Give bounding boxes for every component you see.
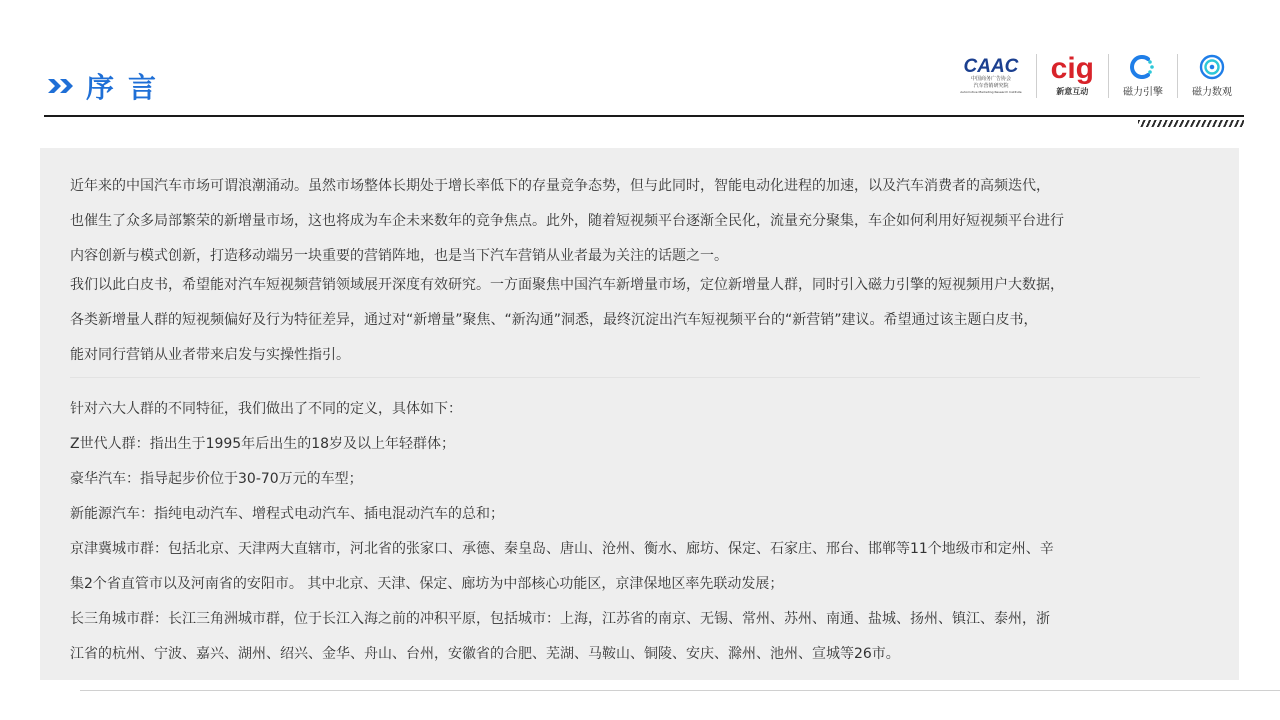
section-divider bbox=[70, 377, 1200, 378]
text-line: 各类新增量人群的短视频偏好及行为特征差异，通过对“新增量”聚焦、“新沟通”洞悉，最终沉淀出汽车短视频平台的“新营销”建议。希望通过该主题白皮书， bbox=[70, 312, 1038, 328]
text-line: 能对同行营销从业者带来启发与实操性指引。 bbox=[70, 347, 350, 363]
intro-paragraph-2 bbox=[70, 268, 1215, 373]
cig-logo-mark: cig bbox=[1050, 52, 1094, 85]
double-chevron-right-icon bbox=[46, 76, 76, 96]
partner-logos bbox=[946, 50, 1246, 102]
definitions-intro: 针对六大人群的不同特征，我们做出了不同的定义，具体如下： bbox=[70, 401, 462, 417]
cili-engine-caption: 磁力引擎 bbox=[1123, 87, 1163, 98]
shuguan-caption: 磁力数观 bbox=[1192, 87, 1232, 98]
content-panel bbox=[40, 148, 1239, 680]
definition-jingjinji-cont: 集2个省直管市以及河南省的安阳市。 其中北京、天津、保定、廊坊为中部核心功能区，京津保地区率先联动发展； bbox=[70, 576, 784, 592]
header-divider bbox=[44, 115, 1244, 117]
definition-jingjinji: 京津冀城市群：包括北京、天津两大直辖市，河北省的张家口、承德、秦皇岛、唐山、沧州、衡水、廊坊、保定、石家庄、邢台、邯郸等11个地级市和定州、辛 bbox=[70, 541, 1054, 557]
caac-logo-sub2: 汽车营销研究院 bbox=[973, 83, 1009, 89]
text-line: 近年来的中国汽车市场可谓浪潮涌动。虽然市场整体长期处于增长率低下的存量竞争态势，但与此同时，智能电动化进程的加速，以及汽车消费者的高频迭代， bbox=[70, 178, 1050, 194]
target-circle-icon bbox=[1199, 54, 1225, 80]
cili-engine-icon bbox=[1130, 54, 1156, 80]
caac-logo-sub3: Automotive Marketing Research Institute bbox=[960, 90, 1022, 94]
definition-yangtze-delta: 长三角城市群：长江三角洲城市群，位于长江入海之前的冲积平原，包括城市：上海，江苏省的南京、无锡、常州、苏州、南通、盐城、扬州、镇江、泰州，浙 bbox=[70, 611, 1050, 627]
hatch-decoration bbox=[1138, 120, 1244, 127]
text-line: 我们以此白皮书，希望能对汽车短视频营销领域展开深度有效研究。一方面聚焦中国汽车新增量市场，定位新增量人群，同时引入磁力引擎的短视频用户大数据， bbox=[70, 277, 1064, 293]
definition-luxury-car: 豪华汽车：指导起步价位于30-70万元的车型； bbox=[70, 471, 363, 487]
definition-new-energy: 新能源汽车：指纯电动汽车、增程式电动汽车、插电混动汽车的总和； bbox=[70, 506, 504, 522]
shuguan-logo bbox=[1178, 51, 1246, 101]
caac-logo-sub1: 中国商务广告协会 bbox=[970, 76, 1011, 82]
page-title: 序言 bbox=[86, 71, 171, 104]
page-header bbox=[46, 66, 170, 106]
caac-logo-mark: CAAC bbox=[963, 56, 1019, 77]
cili-engine-logo bbox=[1109, 51, 1177, 101]
text-line: 也催生了众多局部繁荣的新增量市场，这也将成为车企未来数年的竞争焦点。此外，随着短视频平台逐渐全民化，流量充分聚集，车企如何利用好短视频平台进行 bbox=[70, 213, 1064, 229]
definitions-list bbox=[70, 392, 1215, 672]
caac-logo bbox=[946, 51, 1035, 101]
cig-logo-caption: 新意互动 bbox=[1056, 87, 1089, 96]
definition-yangtze-delta-cont: 江省的杭州、宁波、嘉兴、湖州、绍兴、金华、舟山、台州，安徽省的合肥、芜湖、马鞍山、铜陵、安庆、滁州、池州、宣城等26市。 bbox=[70, 646, 900, 662]
text-line: 内容创新与模式创新，打造移动端另一块重要的营销阵地，也是当下汽车营销从业者最为关注的话题之一。 bbox=[70, 248, 728, 264]
definition-gen-z: Z世代人群：指出生于1995年后出生的18岁及以上年轻群体； bbox=[70, 436, 456, 452]
footer-divider bbox=[80, 690, 1280, 691]
intro-paragraph-1 bbox=[70, 169, 1215, 274]
cig-logo bbox=[1037, 51, 1108, 101]
